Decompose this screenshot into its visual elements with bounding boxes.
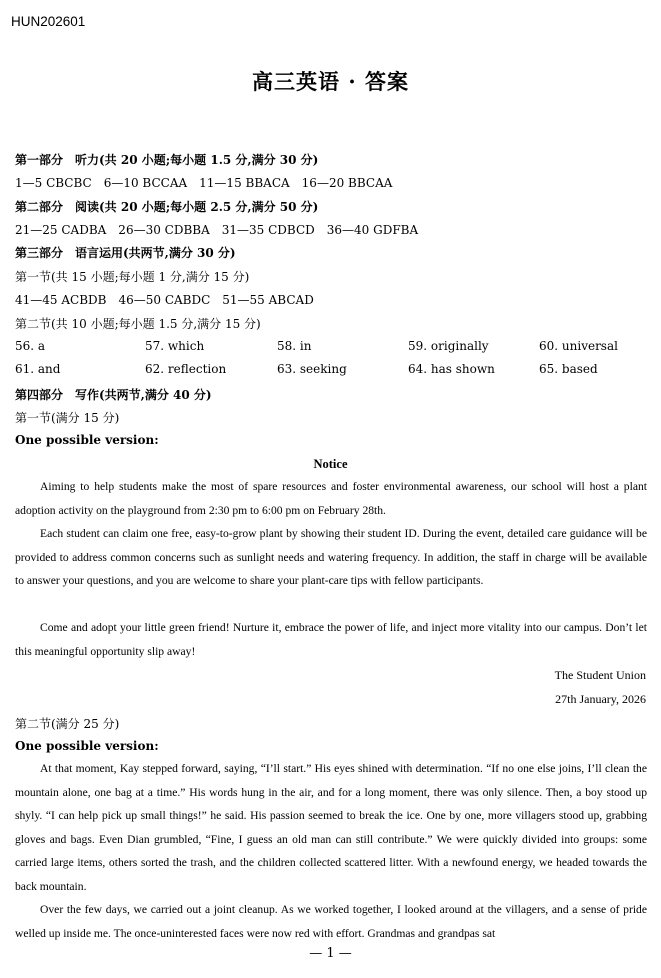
- fill-answer: 59. originally: [408, 339, 489, 353]
- fill-answer: 65. based: [539, 362, 598, 376]
- notice-paragraph: Aiming to help students make the most of spare resources and foster environmental awareness, our school will host a plant adoption activity on the playground from 2:30 pm to 6:00 pm on February 28th.: [15, 480, 647, 517]
- page-number: — 1 —: [309, 946, 352, 961]
- part3-heading: 第三部分 语言运用(共两节,满分 30 分): [15, 246, 236, 260]
- notice-date: 27th January, 2026: [555, 692, 646, 706]
- version-label-2: One possible version:: [15, 739, 159, 753]
- fill-answer: 61. and: [15, 362, 61, 376]
- notice-title: Notice: [313, 457, 348, 471]
- fill-answer: 57. which: [145, 339, 205, 353]
- fill-answer: 56. a: [15, 339, 46, 353]
- page-title: 高三英语 · 答案: [252, 69, 409, 94]
- notice-paragraph: Each student can claim one free, easy-to-grow plant by showing their student ID. During the event, detailed care guidance will be provided to address common concerns such as sunlight needs and watering frequency. In addition, the staff in charge will be available to answer your questions, and you are welcome to share your plant-care tips with fellow participants.: [15, 527, 647, 587]
- notice-paragraph: Come and adopt your little green friend! Nurture it, embrace the power of life, and inject more vitality into our campus. Don’t let this meaningful opportunity slip away!: [15, 621, 647, 658]
- signature: The Student Union: [554, 668, 646, 682]
- part4-sec1-heading: 第一节(满分 15 分): [15, 411, 120, 425]
- part4-sec2-heading: 第二节(满分 25 分): [15, 717, 120, 731]
- part4-heading: 第四部分 写作(共两节,满分 40 分): [15, 388, 212, 402]
- part3-sec1-answers: 41—45 ACBDB 46—50 CABDC 51—55 ABCAD: [15, 293, 314, 307]
- part3-sec1-heading: 第一节(共 15 小题;每小题 1 分,满分 15 分): [15, 270, 250, 284]
- fill-answers-row-2: [15, 362, 635, 378]
- fill-answer: 64. has shown: [408, 362, 495, 376]
- part1-heading: 第一部分 听力(共 20 小题;每小题 1.5 分,满分 30 分): [15, 153, 319, 167]
- part2-answers: 21—25 CADBA 26—30 CDBBA 31—35 CDBCD 36—40 GDFBA: [15, 223, 419, 237]
- fill-answer: 58. in: [277, 339, 312, 353]
- part2-heading: 第二部分 阅读(共 20 小题;每小题 2.5 分,满分 50 分): [15, 200, 319, 214]
- part3-sec2-heading: 第二节(共 10 小题;每小题 1.5 分,满分 15 分): [15, 317, 261, 331]
- fill-answer: 63. seeking: [277, 362, 347, 376]
- story-paragraph: Over the few days, we carried out a joint cleanup. As we worked together, I looked around at the villagers, and a sense of pride welled up inside me. The once-uninterested faces were now red with effort. Grandmas and grandpas sat: [15, 903, 647, 940]
- fill-answer: 62. reflection: [145, 362, 227, 376]
- version-label: One possible version:: [15, 433, 159, 447]
- fill-answers-row-1: [15, 339, 635, 355]
- fill-answer: 60. universal: [539, 339, 618, 353]
- part1-answers: 1—5 CBCBC 6—10 BCCAA 11—15 BBACA 16—20 BBCAA: [15, 176, 393, 190]
- paper-code: HUN202601: [11, 14, 86, 29]
- story-paragraph: At that moment, Kay stepped forward, saying, “I’ll start.” His eyes shined with determination. “If no one else joins, I’ll clean the mountain alone, one bag at a time.” His words hung in the air, and for a long moment, there was only silence. Then, a boy stood up shyly. “I can help pick up small things!” he said. His passion seemed to break the ice. One by one, more villagers stood up, grabbing gloves and bags. Even Dian grumbled, “Fine, I guess an old man can still contribute.” We were quickly divided into groups: some carried large items, others sorted the trash, and the children collected scattered litter. With a newfound energy, we headed towards the back mountain.: [15, 762, 647, 893]
